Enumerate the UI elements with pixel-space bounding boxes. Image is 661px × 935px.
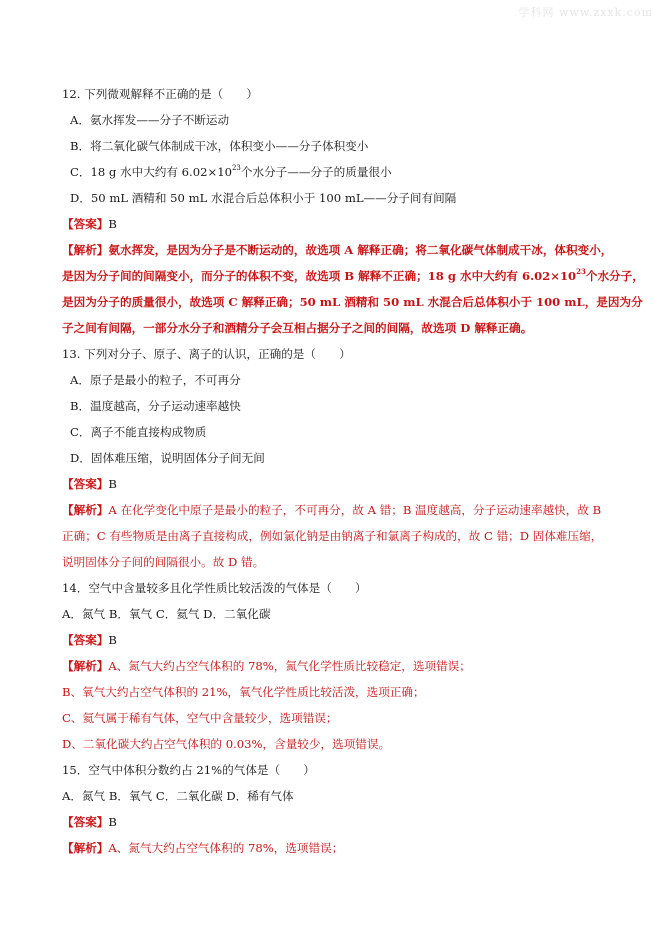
question-13-option-c: C．离子不能直接构成物质 (70, 425, 207, 439)
question-13-option-b: B．温度越高，分子运动速率越快 (70, 399, 241, 413)
question-14-explanation-line-1: 【解析】A、氮气大约占空气体积的 78%，氮气化学性质比较稳定，选项错误； (62, 659, 471, 673)
question-14-options: A．氮气 B．氧气 C．氦气 D．二氧化碳 (62, 607, 271, 621)
question-14-explanation-line-4: D、二氧化碳大约占空气体积的 0.03%，含量较少，选项错误。 (62, 737, 391, 751)
question-14-stem: 14．空气中含量较多且化学性质比较活泼的气体是（ ） (62, 581, 367, 595)
question-12-answer: 【答案】B (62, 217, 117, 231)
watermark: 学科网 www.zxxk.com (518, 6, 653, 19)
question-15-explanation-line-1: 【解析】A、氮气大约占空气体积的 78%，选项错误； (62, 841, 344, 855)
question-14-explanation-line-3: C、氦气属于稀有气体，空气中含量较少，选项错误； (62, 711, 338, 725)
question-12-stem: 12. 下列微观解释不正确的是（ ） (62, 87, 259, 101)
question-15-answer: 【答案】B (62, 815, 117, 829)
question-13-explanation-line-1: 【解析】A 在化学变化中原子是最小的粒子，不可再分，故 A 错；B 温度越高，分子运动速率越快，故 B (62, 503, 602, 517)
question-13-stem: 13. 下列对分子、原子、离子的认识，正确的是（ ） (62, 347, 351, 361)
question-13-answer: 【答案】B (62, 477, 117, 491)
question-12-option-c: C．18 g 水中大约有 $6.02\times 10^{23}$个水分子——分子的质量很小 (70, 164, 392, 179)
question-12-explanation-line-4: 子之间有间隔，一部分水分子和酒精分子会互相占据分子之间的间隔，故选项 D 解释正确。 (62, 321, 533, 335)
question-12-option-d: D．50 mL 酒精和 50 mL 水混合后总体积小于 100 mL——分子间有间隔 (70, 191, 457, 205)
question-14-explanation-line-2: B、氧气大约占空气体积的 21%，氧气化学性质比较活泼，选项正确； (62, 685, 425, 699)
question-12-option-a: A．氨水挥发——分子不断运动 (70, 113, 230, 127)
question-13-option-d: D．固体难压缩，说明固体分子间无间 (70, 451, 265, 465)
question-14-answer: 【答案】B (62, 633, 117, 647)
question-15-stem: 15．空气中体积分数约占 21%的气体是（ ） (62, 763, 315, 777)
question-12-option-b: B．将二氧化碳气体制成干冰，体积变小——分子体积变小 (70, 139, 369, 153)
question-12-explanation-line-3: 是因为分子的质量很小，故选项 C 解释正确；50 mL 酒精和 50 mL 水混合后总体积小于 100 mL，是因为分 (62, 295, 643, 309)
question-13-explanation-line-3: 说明固体分子间的间隔很小。故 D 错。 (62, 555, 265, 569)
question-13-explanation-line-2: 正确；C 有些物质是由离子直接构成，例如氯化钠是由钠离子和氯离子构成的，故 C 错；D 固体难压缩， (62, 529, 603, 543)
question-15-options: A．氮气 B．氧气 C．二氧化碳 D．稀有气体 (62, 789, 294, 803)
question-12-explanation-line-2: 是因为分子间的间隔变小，而分子的体积不变，故选项 B 解释不正确；18 g 水中大约有 $6.02\times 10^{23}$个水分子， (62, 267, 644, 283)
question-13-option-a: A．原子是最小的粒子，不可再分 (70, 373, 241, 387)
question-12-explanation-line-1: 【解析】氨水挥发，是因为分子是不断运动的，故选项 A 解释正确；将二氧化碳气体制成干冰，体积变小， (62, 243, 613, 257)
